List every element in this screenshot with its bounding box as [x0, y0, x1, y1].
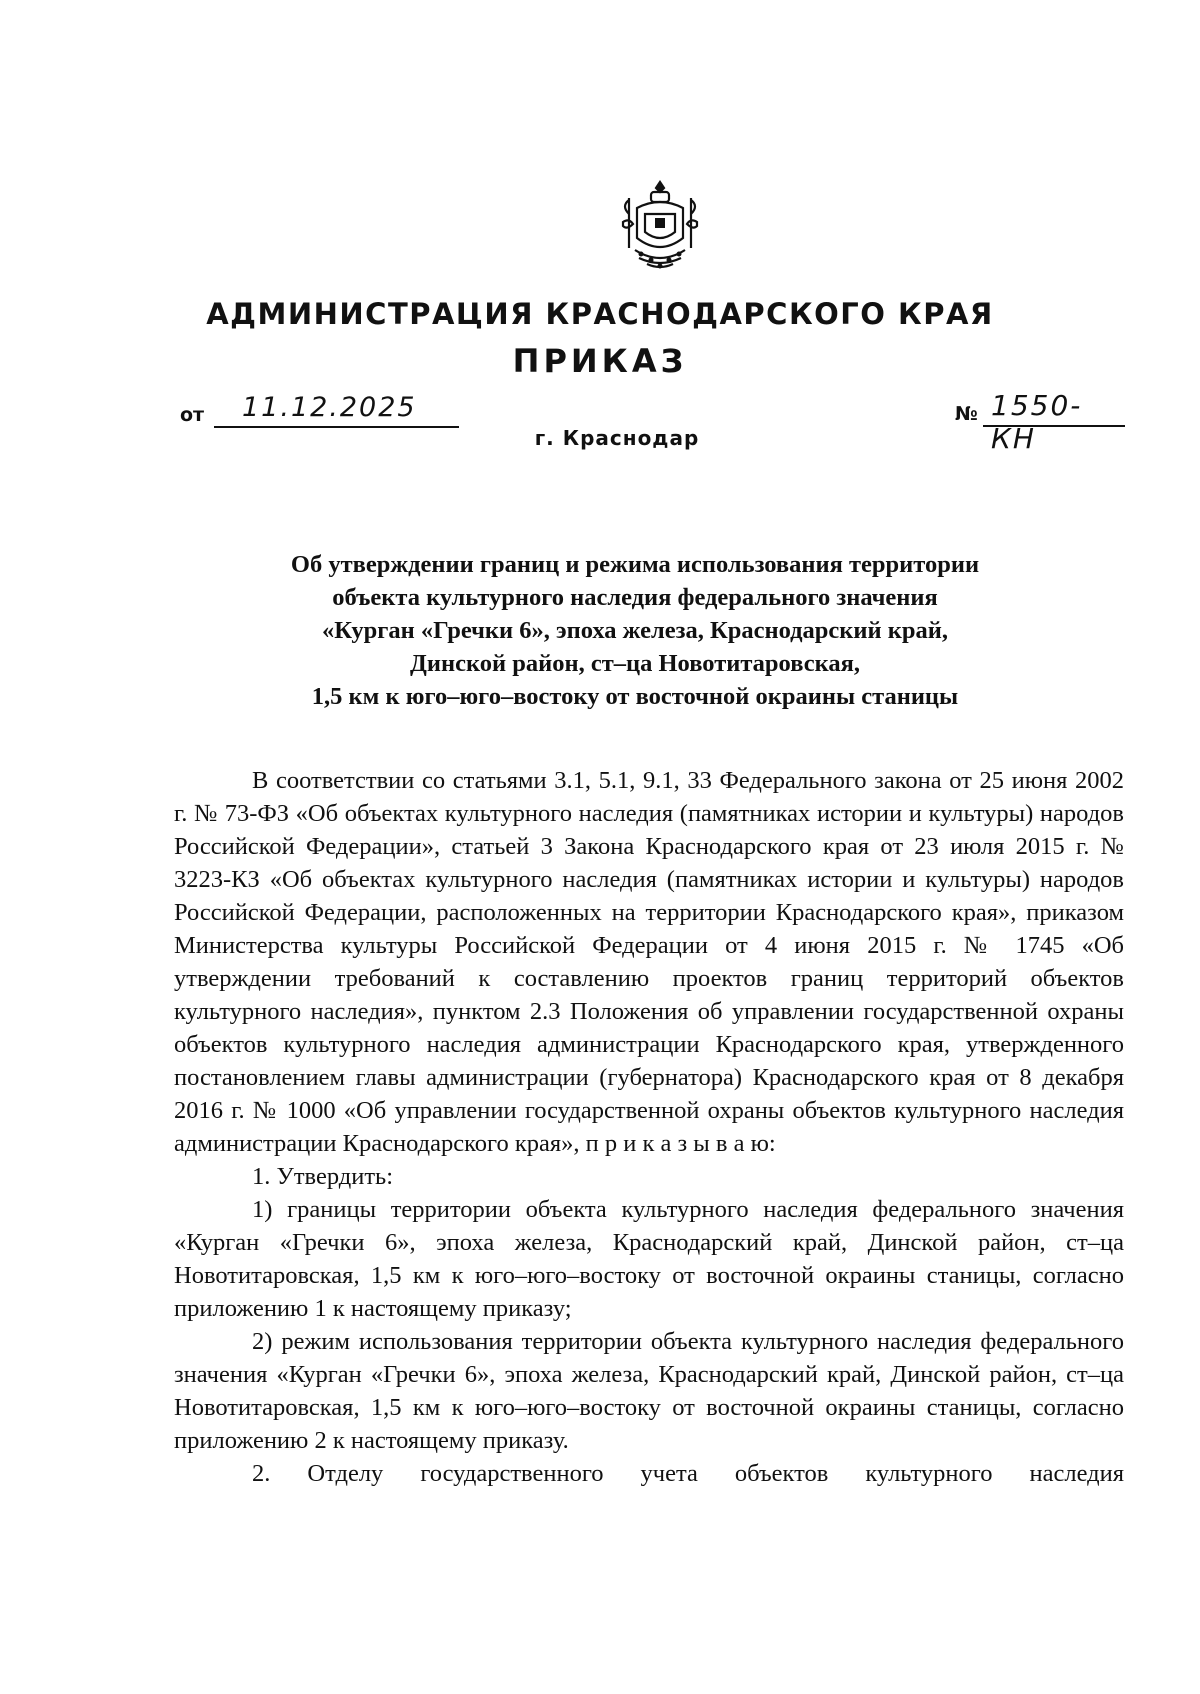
- subject-line: Об утверждении границ и режима использования территории: [290, 551, 980, 578]
- city-line: г. Краснодар: [534, 426, 700, 450]
- date-label: от: [180, 404, 205, 426]
- document-kind: ПРИКАЗ: [512, 342, 688, 380]
- number-field: [983, 389, 1125, 455]
- item-1: 1. Утвердить:: [252, 1163, 394, 1190]
- coat-of-arms-emblem: [617, 178, 703, 274]
- subject-line: объекта культурного наследия федерального значения: [332, 584, 938, 611]
- handwritten-number: 1550-КН: [991, 389, 1083, 455]
- subject-line: 1,5 км к юго–юго–востоку от восточной окраины станицы: [311, 683, 959, 710]
- item-1-subitem-2: 2) режим использования территории объекта культурного наследия федерального значения «Курган «Гречки 6», эпоха железа, Краснодарский край, Динской район, ст–ца Новотитаровская, 1,5 км к юго–юго–востоку от восточной окраины станицы, согласно приложению 2 к настоящему приказу.: [174, 1328, 1124, 1454]
- organization-title: АДМИНИСТРАЦИЯ КРАСНОДАРСКОГО КРАЯ: [206, 297, 994, 331]
- order-subject: [240, 548, 1030, 713]
- item-2: 2. Отделу государственного учета объектов культурного наследия: [252, 1460, 1124, 1487]
- subject-line: Динской район, ст–ца Новотитаровская,: [410, 650, 860, 677]
- date-field: [214, 392, 459, 428]
- handwritten-date: 11.12.2025: [242, 392, 417, 423]
- order-body: [174, 764, 1124, 1490]
- subject-line: «Курган «Гречки 6», эпоха железа, Краснодарский край,: [322, 617, 948, 644]
- number-label: №: [955, 403, 978, 425]
- preamble-paragraph: В соответствии со статьями 3.1, 5.1, 9.1, 33 Федерального закона от 25 июня 2002 г. № 73-ФЗ «Об объектах культурного наследия (памятниках истории и культуры) народов Российской Федерации», статьей 3 Закона Краснодарского края от 23 июля 2015 г. № 3223-КЗ «Об объектах культурного наследия (памятниках истории и культуры) народов Российской Федерации, расположенных на территории Краснодарского края», приказом Министерства культуры Российской Федерации от 4 июня 2015 г. № 1745 «Об утверждении требований к составлению проектов границ территорий объектов культурного наследия», пунктом 2.3 Положения об управлении государственной охраны объектов культурного наследия администрации Краснодарского края, утвержденного постановлением главы администрации (губернатора) Краснодарского края от 8 декабря 2016 г. № 1000 «Об управлении государственной охраны объектов культурного наследия администрации Краснодарского края», п р и к а з ы в а ю:: [174, 767, 1124, 1157]
- item-1-subitem-1: 1) границы территории объекта культурного наследия федерального значения «Курган «Гречки 6», эпоха железа, Краснодарский край, Динской район, ст–ца Новотитаровская, 1,5 км к юго–юго–востоку от восточной окраины станицы, согласно приложению 1 к настоящему приказу;: [174, 1196, 1124, 1322]
